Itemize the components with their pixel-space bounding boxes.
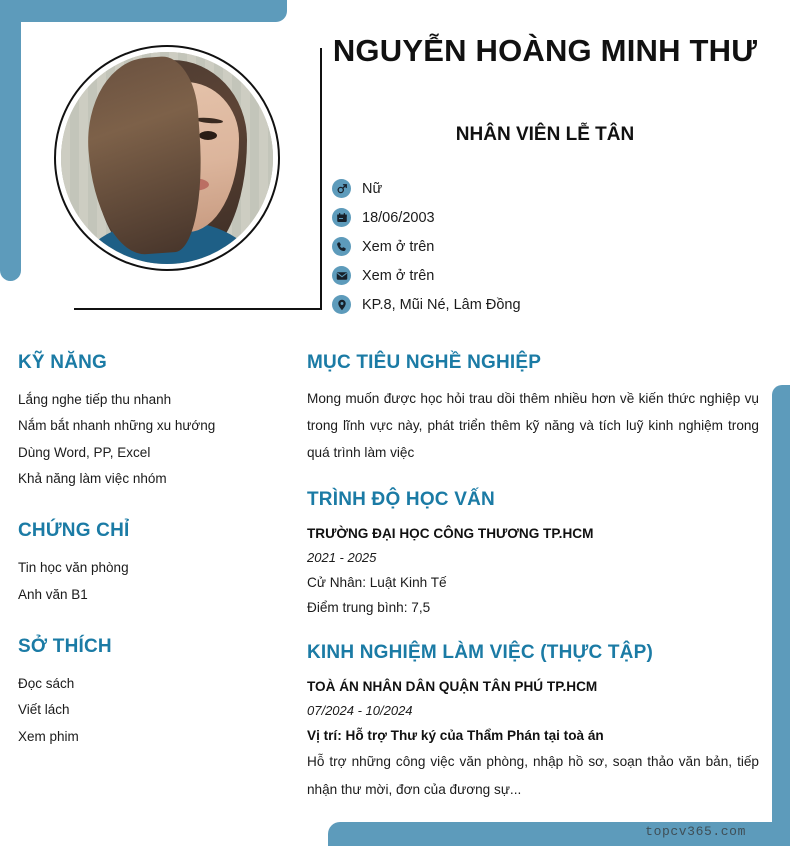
section-heading: TRÌNH ĐỘ HỌC VẤN (307, 488, 495, 510)
section-heading: MỤC TIÊU NGHỀ NGHIỆP (307, 352, 542, 373)
education-degree: Cử Nhân: Luật Kinh Tế (307, 574, 447, 590)
section-experience (307, 642, 759, 803)
experience-organization: TOÀ ÁN NHÂN DÂN QUẬN TÂN PHÚ TP.HCM (307, 679, 598, 695)
education-organization: TRƯỜNG ĐẠI HỌC CÔNG THƯƠNG TP.HCM (307, 525, 594, 541)
contact-row (332, 174, 752, 203)
decorative-top-band (0, 0, 287, 22)
section-interests (18, 636, 286, 750)
phone-icon (332, 237, 351, 256)
list-item: Lắng nghe tiếp thu nhanh (18, 392, 172, 407)
contact-row (332, 261, 752, 290)
section-education (307, 489, 759, 621)
education-dates: 2021 - 2025 (307, 549, 377, 565)
gender-icon (332, 179, 351, 198)
contact-value: Xem ở trên (362, 238, 435, 255)
contact-value: KP.8, Mũi Né, Lâm Đồng (362, 296, 521, 313)
contact-row (332, 290, 752, 319)
list-item: Tin học văn phòng (18, 560, 129, 576)
list-item: Anh văn B1 (18, 586, 88, 602)
contact-list (332, 174, 752, 319)
list-item: Nắm bắt nhanh những xu hướng (18, 418, 216, 434)
profile-photo (48, 38, 288, 288)
list-item: Khả năng làm việc nhóm (18, 470, 167, 486)
contact-value: 18/06/2003 (362, 209, 435, 226)
list-item: Đọc sách (18, 675, 75, 691)
contact-value: Xem ở trên (362, 267, 435, 284)
section-certificates (18, 520, 286, 608)
objective-text: Mong muốn được học hỏi trau dồi thêm nhiều hơn về kiến thức nghiệp vụ trong lĩnh vực này, phát triển thêm kỹ năng và tích luỹ kinh nghiệm trong quá trình làm việc (307, 391, 759, 461)
experience-position: Vị trí: Hỗ trợ Thư ký của Thẩm Phán tại toà án (307, 728, 604, 744)
section-skills (18, 352, 286, 492)
left-column (18, 352, 286, 778)
contact-value: Nữ (362, 180, 383, 197)
list-item: Viết lách (18, 702, 70, 718)
section-heading: CHỨNG CHỈ (18, 520, 130, 542)
decorative-left-strip (0, 0, 21, 281)
job-title: NHÂN VIÊN LỄ TÂN (455, 124, 635, 145)
watermark-text: topcv365.com (645, 824, 746, 839)
list-item: Dùng Word, PP, Excel (18, 444, 151, 460)
section-objective (307, 352, 759, 467)
location-icon (332, 295, 351, 314)
candidate-name: NGUYỄN HOÀNG MINH THƯ (332, 33, 758, 68)
list-item: Xem phim (18, 728, 79, 744)
email-icon (332, 266, 351, 285)
calendar-icon (332, 208, 351, 227)
section-heading: KỸ NĂNG (18, 352, 108, 373)
education-gpa: Điểm trung bình: 7,5 (307, 599, 431, 615)
right-column (307, 352, 759, 825)
contact-row (332, 203, 752, 232)
section-heading: KINH NGHIỆM LÀM VIỆC (THỰC TẬP) (307, 642, 654, 664)
decorative-right-bar (772, 385, 790, 822)
contact-row (332, 232, 752, 261)
photo-image (61, 52, 273, 264)
experience-description: Hỗ trợ những công việc văn phòng, nhập hồ sơ, soạn thảo văn bản, tiếp nhận thư mời, đơn của đương sự... (307, 754, 759, 797)
section-heading: SỞ THÍCH (18, 635, 112, 657)
experience-dates: 07/2024 - 10/2024 (307, 703, 413, 719)
